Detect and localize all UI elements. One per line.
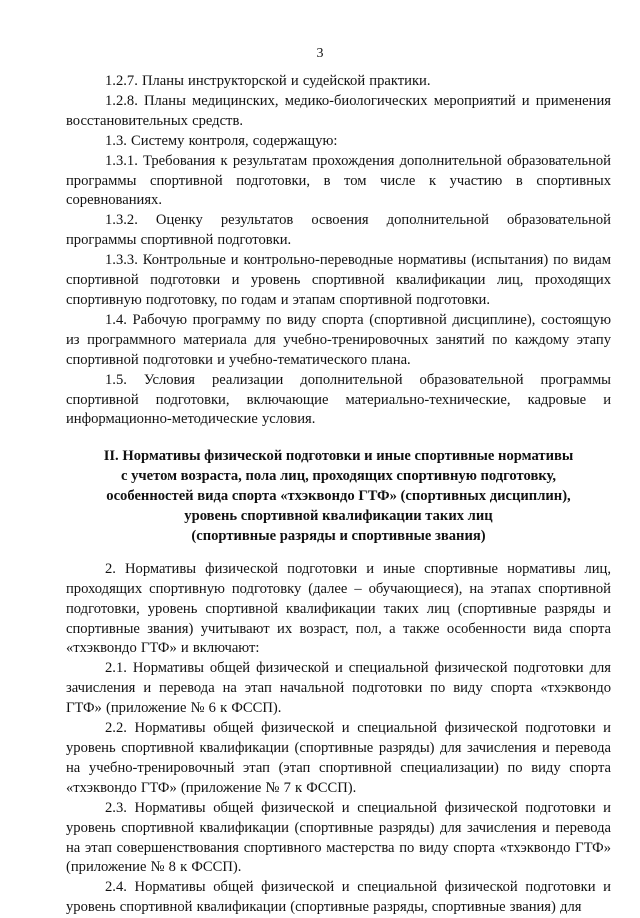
section-heading-line-2: с учетом возраста, пола лиц, проходящих спортивную подготовку, <box>120 468 557 485</box>
paragraph-2-2: 2.2. Нормативы общей физической и специальной физической подготовки и уровень спортивной квалификации (спортивные разряды) для зачисления и перевода на учебно-тренировочный этап (этап спортивной специализации) по виду спорта «тхэквондо ГТФ» (приложение № 7 к ФССП). <box>66 720 611 796</box>
paragraph-2: 2. Нормативы физической подготовки и иные спортивные нормативы лиц, проходящих спортивную подготовку (далее – обучающиеся), на этапах спортивной подготовки, уровень спортивной квалификации таких лиц (спортивные разряды и спортивные звания) учитывают их возраст, пол, а также особенности вида спорта «тхэквондо ГТФ» и включают: <box>66 560 611 657</box>
document-body <box>66 72 611 918</box>
section-heading-line-3: особенностей вида спорта «тхэквондо ГТФ» (спортивных дисциплин), <box>106 488 571 505</box>
paragraph-1-3: 1.3. Систему контроля, содержащую: <box>105 132 338 149</box>
paragraph-1-2-7: 1.2.7. Планы инструкторской и судейской практики. <box>105 73 431 89</box>
paragraph-1-3-3: 1.3.3. Контрольные и контрольно-переводные нормативы (испытания) по видам спортивной подготовки и уровень спортивной квалификации лиц, проходящих спортивную подготовку, по годам и этапам спортивной подготовки. <box>66 252 611 308</box>
paragraph-1-3-2: 1.3.2. Оценку результатов освоения дополнительной образовательной программы спортивной подготовки. <box>66 212 611 249</box>
paragraph-1-3-1: 1.3.1. Требования к результатам прохождения дополнительной образовательной программы спортивной подготовки, в том числе к участию в спортивных соревнованиях. <box>66 152 611 209</box>
section-heading-line-4: уровень спортивной квалификации таких лиц <box>184 508 493 525</box>
paragraph-2-4: 2.4. Нормативы общей физической и специальной физической подготовки и уровень спортивной квалификации (спортивные разряды, спортивные звания) для <box>66 879 611 916</box>
section-heading-line-5: (спортивные разряды и спортивные звания) <box>191 527 486 544</box>
paragraph-1-4: 1.4. Рабочую программу по виду спорта (спортивной дисциплине), состоящую из программного материала для учебно-тренировочных занятий по каждому этапу спортивной подготовки и учебно-тематического плана. <box>66 311 611 368</box>
section-heading-line-1: II. Нормативы физической подготовки и иные спортивные нормативы <box>103 448 574 465</box>
section-heading <box>66 447 611 547</box>
paragraph-2-1: 2.1. Нормативы общей физической и специальной физической подготовки для зачисления и перевода на этап начальной подготовки по виду спорта «тхэквондо ГТФ» (приложение № 6 к ФССП). <box>66 660 611 717</box>
page-number: 3 <box>316 46 324 61</box>
paragraph-1-5: 1.5. Условия реализации дополнительной образовательной программы спортивной подготовки, включающие материально-технические, кадровые и информационно-методические условия. <box>66 371 611 428</box>
paragraph-1-2-8: 1.2.8. Планы медицинских, медико-биологических мероприятий и применения восстановительных средств. <box>66 92 611 129</box>
paragraph-2-3: 2.3. Нормативы общей физической и специальной физической подготовки и уровень спортивной квалификации (спортивные разряды) для зачисления и перевода на этап совершенствования спортивного мастерства по виду спорта «тхэквондо ГТФ» (приложение № 8 к ФССП). <box>66 799 611 876</box>
